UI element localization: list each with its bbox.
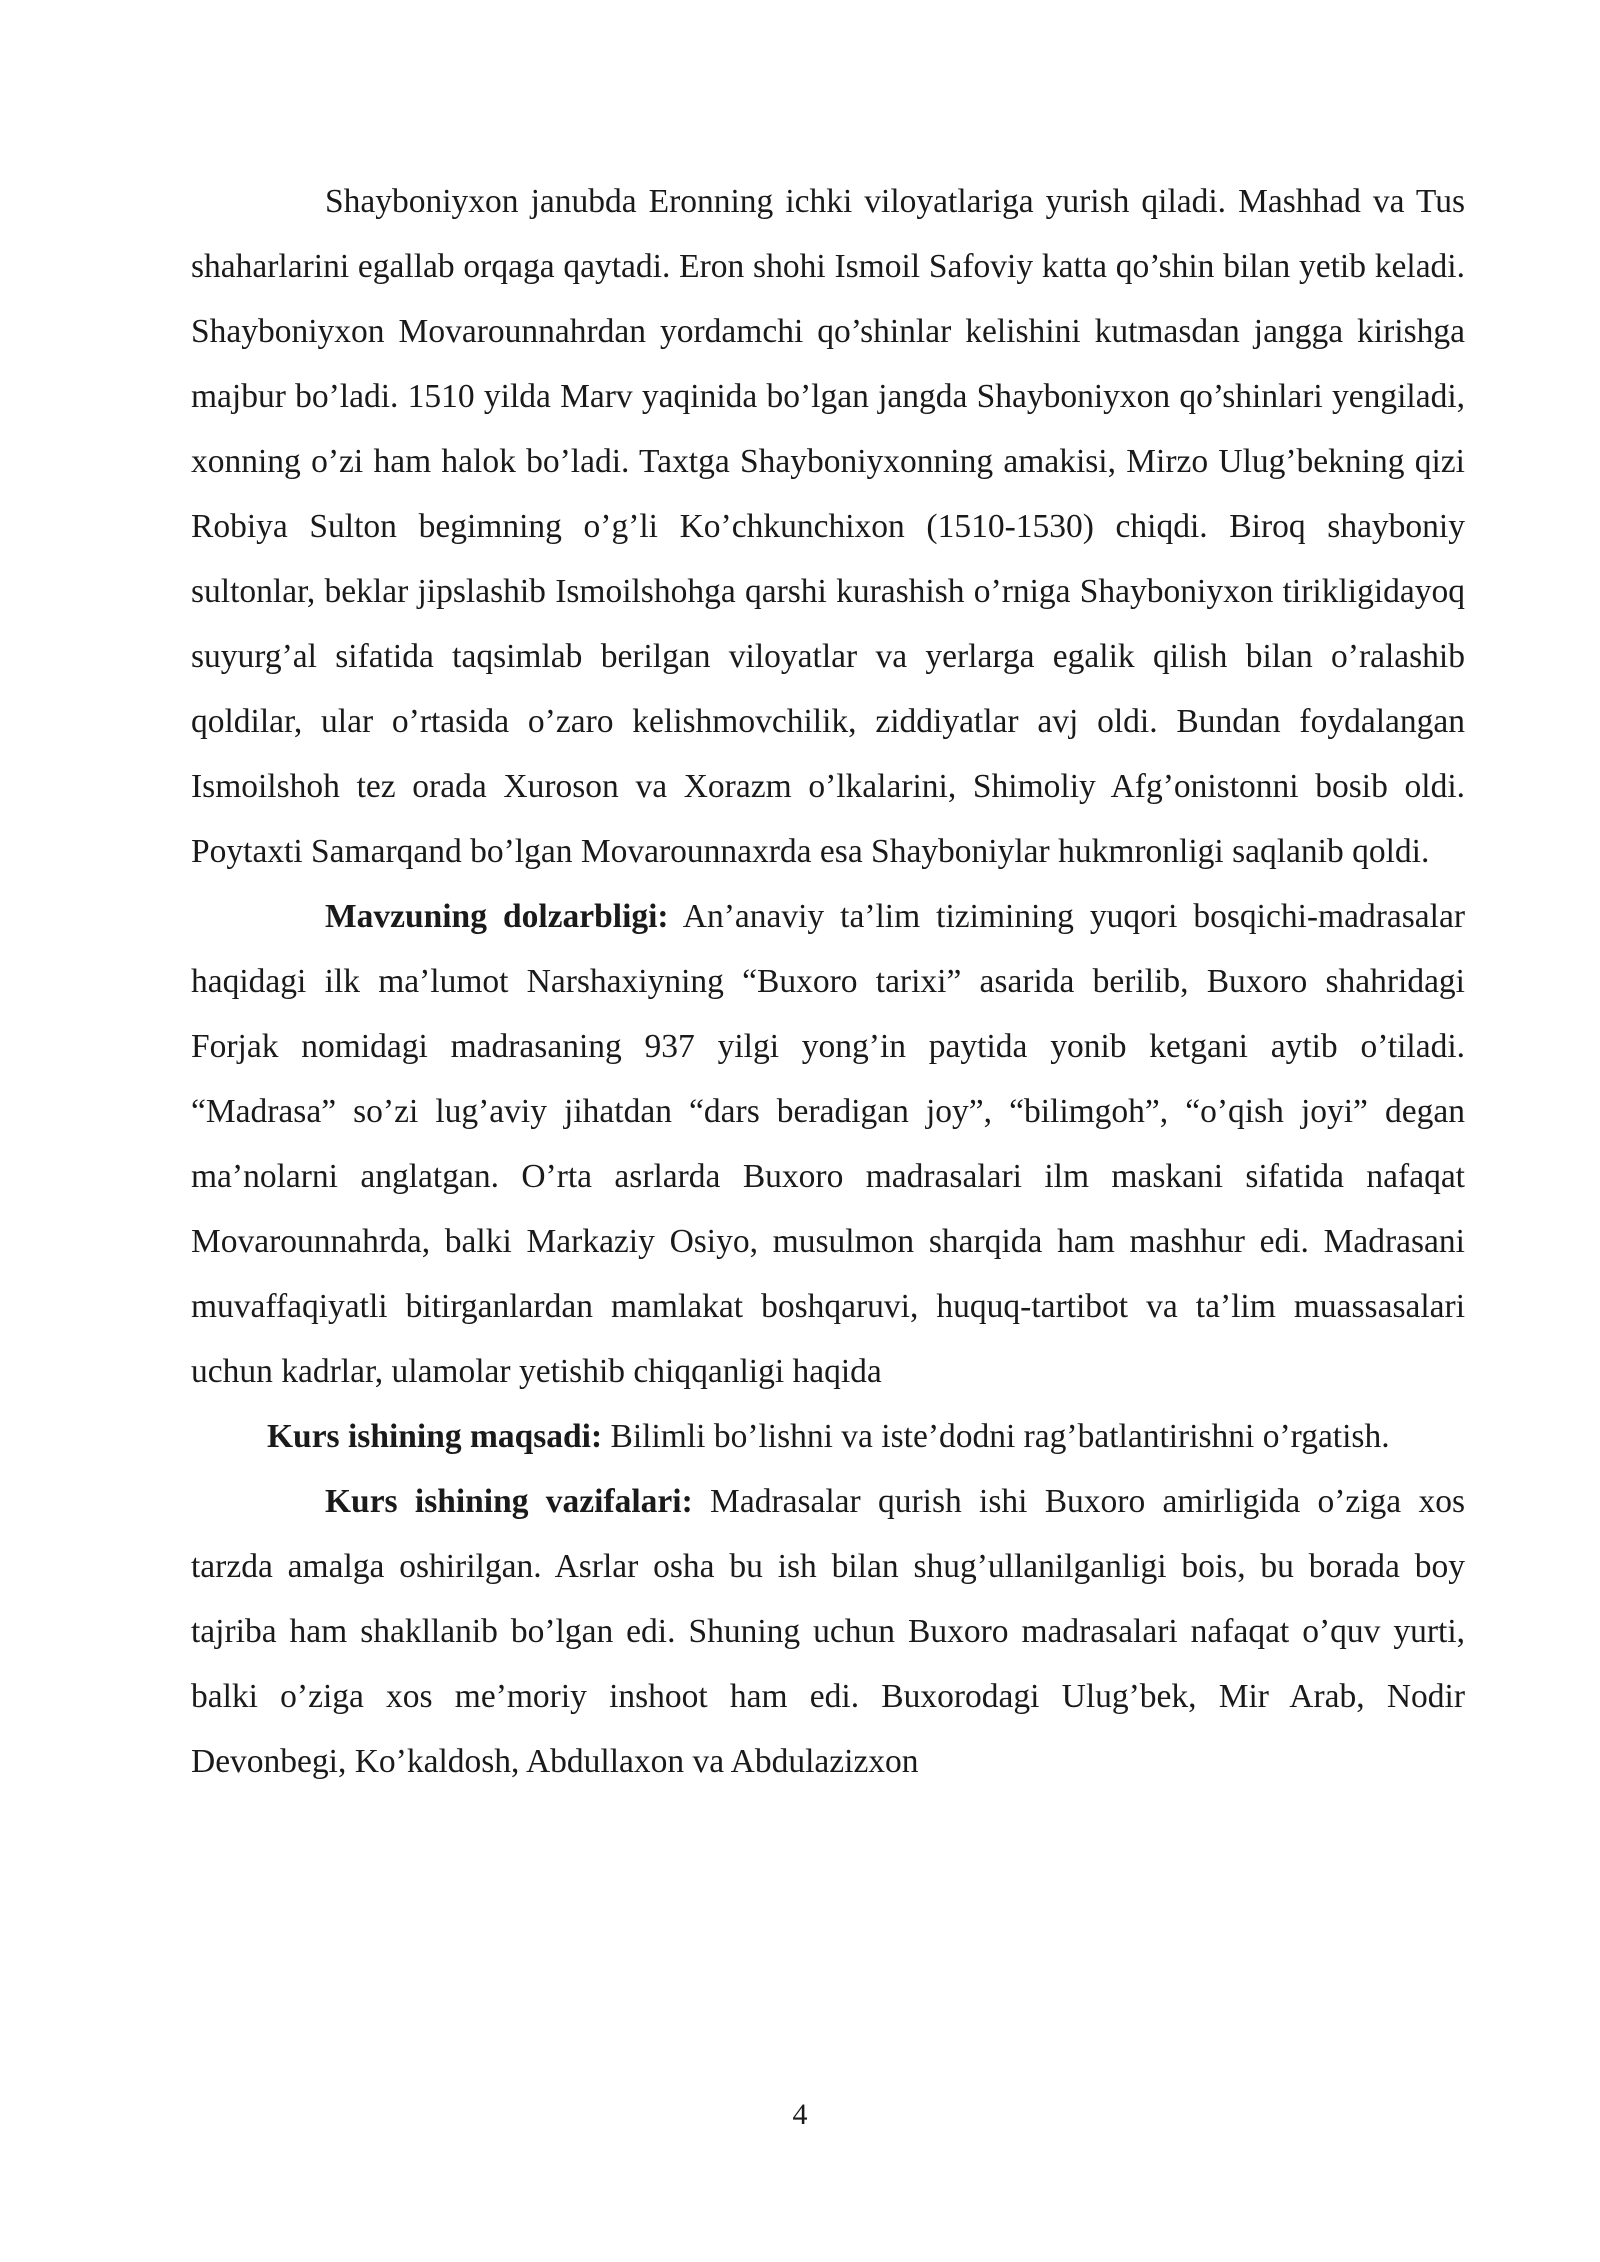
paragraph-shayboniyxon-campaign	[191, 169, 1465, 884]
paragraph-text: Madrasalar qurish ishi Buxoro amirligida o’ziga xos tarzda amalga oshirilgan. Asrlar osha bu ish bilan shug’ullanilganligi bois, bu borada boy tajriba ham shakllanib bo’lgan edi. Shuning uchun Buxoro madrasalari nafaqat o’quv yurti, balki o’ziga xos me’moriy inshoot ham edi. Buxorodagi Ulug’bek, Mir Arab, Nodir Devonbegi, Ko’kaldosh, Abdullaxon va Abdulazizxon	[191, 1483, 1465, 1780]
paragraph-text: Bilimli bo’lishni va iste’dodni rag’batlantirishni o’rgatish.	[602, 1418, 1390, 1455]
paragraph-course-goal	[191, 1404, 1465, 1469]
paragraph-course-tasks	[191, 1469, 1465, 1794]
page-number: 4	[792, 2098, 808, 2131]
body-text	[191, 169, 1465, 1794]
course-goal-heading: Kurs ishining maqsadi:	[267, 1418, 603, 1455]
paragraph-text: Shayboniyxon janubda Eronning ichki viloyatlariga yurish qiladi. Mashhad va Tus shaharlarini egallab orqaga qaytadi. Eron shohi Ismoil Safoviy katta qo’shin bilan yetib keladi. Shayboniyxon Movarounnahrdan yordamchi qo’shinlar kelishini kutmasdan jangga kirishga majbur bo’ladi. 1510 yilda Marv yaqinida bo’lgan jangda Shayboniyxon qo’shinlari yengiladi, xonning o’zi ham halok bo’ladi. Taxtga Shayboniyxonning amakisi, Mirzo Ulug’bekning qizi Robiya Sulton begimning o’g’li Ko’chkunchixon (1510-1530) chiqdi. Biroq shayboniy sultonlar, beklar jipslashib Ismoilshohga qarshi kurashish o’rniga Shayboniyxon tirikligidayoq suyurg’al sifatida taqsimlab berilgan viloyatlar va yerlarga egalik qilish bilan o’ralashib qoldilar, ular o’rtasida o’zaro kelishmovchilik, ziddiyatlar avj oldi. Bundan foydalangan Ismoilshoh tez orada Xuroson va Xorazm o’lkalarini, Shimoliy Afg’onistonni bosib oldi. Poytaxti Samarqand bo’lgan Movarounnaxrda esa Shayboniylar hukmronligi saqlanib qoldi.	[191, 183, 1465, 870]
paragraph-topic-relevance	[191, 884, 1465, 1404]
topic-relevance-heading: Mavzuning dolzarbligi:	[325, 898, 669, 935]
course-tasks-heading: Kurs ishining vazifalari:	[325, 1483, 693, 1520]
paragraph-text: An’anaviy ta’lim tizimining yuqori bosqichi-madrasalar haqidagi ilk ma’lumot Narshaxiyning “Buxoro tarixi” asarida berilib, Buxoro shahridagi Forjak nomidagi madrasaning 937 yilgi yong’in paytida yonib ketgani aytib o’tiladi. “Madrasa” so’zi lug’aviy jihatdan “dars beradigan joy”, “bilimgoh”, “o’qish joyi” degan ma’nolarni anglatgan. O’rta asrlarda Buxoro madrasalari ilm maskani sifatida nafaqat Movarounnahrda, balki Markaziy Osiyo, musulmon sharqida ham mashhur edi. Madrasani muvaffaqiyatli bitirganlardan mamlakat boshqaruvi, huquq-tartibot va ta’lim muassasalari uchun kadrlar, ulamolar yetishib chiqqanligi haqida	[191, 898, 1465, 1390]
